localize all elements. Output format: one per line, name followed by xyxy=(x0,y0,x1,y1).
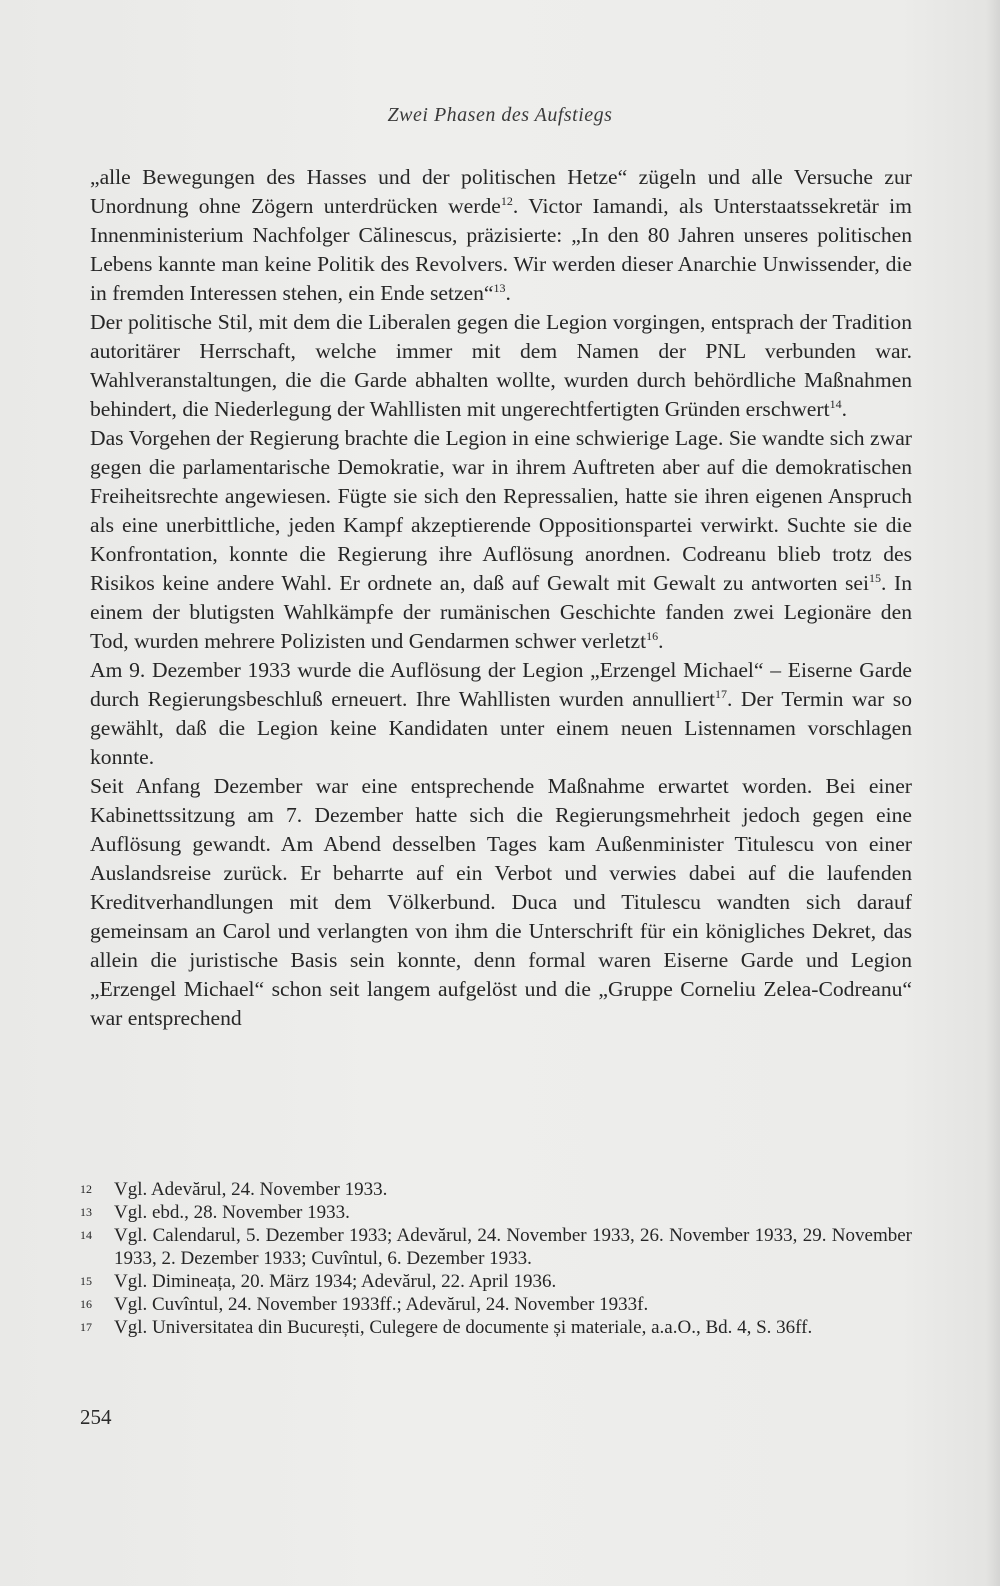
paragraph-text: . xyxy=(841,397,847,421)
footnote-text: Vgl. Calendarul, 5. Dezember 1933; Adevărul, 24. November 1933, 26. November 1933, 29. November 1933, 2. Dezember 1933; Cuvîntul, 6. Dezember 1933. xyxy=(114,1225,912,1269)
footnote-text: Vgl. Adevărul, 24. November 1933. xyxy=(114,1179,388,1200)
body-paragraph xyxy=(90,424,912,656)
footnotes xyxy=(80,1178,912,1339)
footnote-number: 17 xyxy=(80,1320,92,1334)
paragraph-text: Das Vorgehen der Regierung brachte die Legion in eine schwierige Lage. Sie wandte sich zwar gegen die parlamentarische Demokratie, war in ihrem Auftreten aber auf die demokratischen Freiheitsrechte angewiesen. Fügte sie sich den Repressalien, hatte sie ihren eigenen Anspruch als eine unerbittliche, jeden Kampf akzeptierende Oppositionspartei verwirkt. Suchte sie die Konfrontation, konnte die Regierung ihre Auflösung anordnen. Codreanu blieb trotz des Risikos keine andere Wahl. Er ordnete an, daß auf Gewalt mit Gewalt zu antworten sei xyxy=(90,426,912,595)
body-paragraph xyxy=(90,656,912,772)
footnote-reference: 13 xyxy=(493,281,506,295)
footnote-text: Vgl. Cuvîntul, 24. November 1933ff.; Adevărul, 24. November 1933f. xyxy=(114,1294,649,1315)
footnote-reference: 12 xyxy=(500,194,513,208)
footnote-number: 13 xyxy=(80,1205,92,1219)
paragraph-text: Am 9. Dezember 1933 wurde die Auflösung der Legion „Erzengel Michael“ – Eiserne Garde durch Regierungsbeschluß erneuert. Ihre Wahllisten wurden annulliert xyxy=(90,658,912,711)
paragraph-text: . In einem der blutigsten Wahlkämpfe der rumänischen Geschichte fanden zwei Legionäre den Tod, wurden mehrere Polizisten und Gendarmen schwer verletzt xyxy=(90,571,912,653)
page-number: 254 xyxy=(80,1405,112,1429)
paragraph-text: . Der Termin war so gewählt, daß die Legion keine Kandidaten unter einem neuen Listennamen vorschlagen konnte. xyxy=(90,687,913,769)
footnote-reference: 14 xyxy=(829,397,842,411)
body-paragraph xyxy=(90,163,912,308)
body-text xyxy=(90,163,912,1033)
footnote xyxy=(80,1224,912,1270)
footnote-number: 16 xyxy=(80,1297,92,1311)
footnote xyxy=(80,1178,912,1201)
footnote xyxy=(80,1293,912,1316)
body-paragraph xyxy=(90,308,912,424)
running-head: Zwei Phasen des Aufstiegs xyxy=(387,104,613,126)
footnote-reference: 15 xyxy=(869,571,882,585)
paragraph-text: . Victor Iamandi, als Unterstaatssekretär im Innenministerium Nachfolger Călinescus, präzisierte: „In den 80 Jahren unseres politischen Lebens kannte man keine Politik des Revolvers. Wir werden dieser Anarchie Unwissender, die in fremden Interessen stehen, ein Ende setzen“ xyxy=(90,194,912,305)
paragraph-text: Der politische Stil, mit dem die Liberalen gegen die Legion vorgingen, entsprach der Tradition autoritärer Herrschaft, welche immer mit dem Namen der PNL verbunden war. Wahlveranstaltungen, die die Garde abhalten wollte, wurden durch behördliche Maßnahmen behindert, die Niederlegung der Wahllisten mit ungerechtfertigten Gründen erschwert xyxy=(90,310,912,421)
footnote xyxy=(80,1316,912,1339)
footnote-text: Vgl. Universitatea din București, Culegere de documente și materiale, a.a.O., Bd. 4, S. 36ff. xyxy=(114,1317,813,1338)
footnote-reference: 16 xyxy=(646,629,659,643)
footnote xyxy=(80,1270,912,1293)
footnote-reference: 17 xyxy=(715,687,728,701)
footnote-number: 12 xyxy=(80,1182,92,1196)
footnote-text: Vgl. Dimineața, 20. März 1934; Adevărul, 22. April 1936. xyxy=(114,1271,557,1292)
footnote xyxy=(80,1201,912,1224)
footnote-text: Vgl. ebd., 28. November 1933. xyxy=(114,1202,350,1223)
paragraph-text: . xyxy=(505,281,511,305)
body-paragraph xyxy=(90,772,912,1033)
page-edge-shadow xyxy=(986,0,1000,1586)
paragraph-text: „alle Bewegungen des Hasses und der politischen Hetze“ zügeln und alle Versuche zur Unordnung ohne Zögern unterdrücken werde xyxy=(90,165,912,218)
footnote-number: 15 xyxy=(80,1274,92,1288)
footnote-number: 14 xyxy=(80,1228,92,1242)
paragraph-text: Seit Anfang Dezember war eine entsprechende Maßnahme erwartet worden. Bei einer Kabinettssitzung am 7. Dezember hatte sich die Regierungsmehrheit jedoch gegen eine Auflösung gewandt. Am Abend desselben Tages kam Außenminister Titulescu von einer Auslandsreise zurück. Er beharrte auf ein Verbot und verwies dabei auf die laufenden Kreditverhandlungen mit dem Völkerbund. Duca und Titulescu wandten sich darauf gemeinsam an Carol und verlangten von ihm die Unterschrift für ein königliches Dekret, das allein die juristische Basis sein konnte, denn formal waren Eiserne Garde und Legion „Erzengel Michael“ schon seit langem aufgelöst und die „Gruppe Corneliu Zelea-Codreanu“ war entsprechend xyxy=(90,774,912,1030)
paragraph-text: . xyxy=(658,629,664,653)
